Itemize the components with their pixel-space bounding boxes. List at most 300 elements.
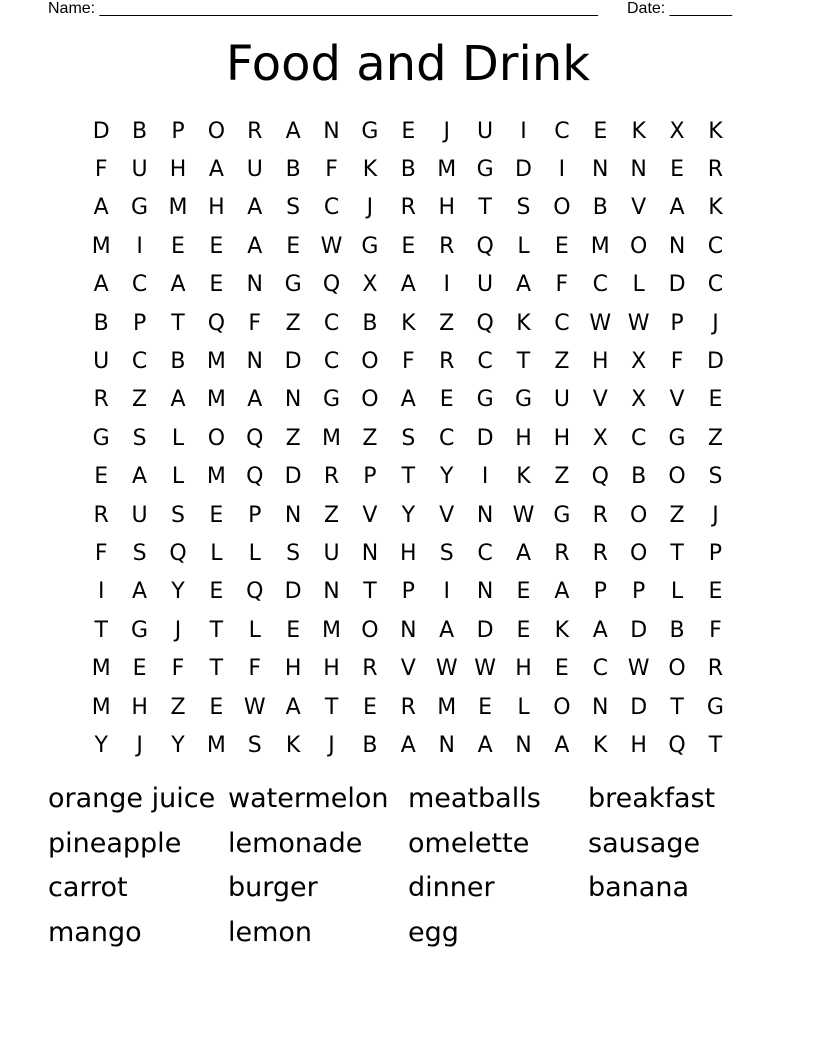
grid-letter[interactable]: E: [171, 233, 185, 259]
grid-letter[interactable]: T: [708, 732, 723, 758]
grid-letter[interactable]: C: [131, 349, 148, 375]
grid-letter[interactable]: E: [286, 617, 301, 643]
grid-letter[interactable]: E: [708, 579, 723, 605]
grid-letter[interactable]: M: [91, 694, 111, 720]
grid-letter[interactable]: T: [94, 617, 108, 643]
grid-letter[interactable]: K: [285, 732, 301, 758]
grid-letter[interactable]: Z: [170, 694, 186, 720]
grid-letter[interactable]: U: [131, 502, 148, 528]
grid-letter[interactable]: G: [668, 425, 686, 451]
grid-letter[interactable]: I: [481, 464, 489, 490]
grid-letter[interactable]: P: [363, 464, 377, 490]
grid-letter[interactable]: G: [131, 195, 149, 221]
grid-letter[interactable]: J: [366, 195, 374, 221]
grid-letter[interactable]: Z: [707, 425, 723, 451]
grid-letter[interactable]: Z: [554, 464, 570, 490]
grid-letter[interactable]: M: [206, 732, 226, 758]
grid-letter[interactable]: G: [514, 387, 533, 413]
grid-letter[interactable]: W: [320, 233, 343, 259]
grid-letter[interactable]: F: [670, 349, 684, 375]
grid-letter[interactable]: R: [247, 118, 263, 144]
grid-letter[interactable]: W: [243, 694, 266, 720]
grid-letter[interactable]: B: [285, 157, 301, 183]
grid-letter[interactable]: E: [439, 387, 454, 413]
grid-letter[interactable]: Q: [246, 425, 264, 451]
grid-letter[interactable]: W: [435, 656, 458, 682]
grid-letter[interactable]: M: [590, 233, 610, 259]
grid-letter[interactable]: H: [284, 656, 302, 682]
grid-letter[interactable]: V: [631, 195, 647, 221]
grid-letter[interactable]: R: [93, 387, 109, 413]
grid-letter[interactable]: A: [669, 195, 685, 221]
grid-letter[interactable]: O: [630, 502, 648, 528]
grid-letter[interactable]: A: [439, 617, 455, 643]
grid-letter[interactable]: A: [554, 579, 570, 605]
grid-letter[interactable]: R: [400, 694, 416, 720]
grid-letter[interactable]: B: [631, 464, 647, 490]
grid-letter[interactable]: Q: [322, 272, 341, 298]
grid-letter[interactable]: X: [362, 272, 378, 298]
grid-letter[interactable]: F: [94, 540, 108, 566]
grid-letter[interactable]: E: [401, 233, 416, 259]
grid-letter[interactable]: E: [94, 464, 109, 490]
word-list-item: banana: [588, 872, 689, 903]
grid-letter[interactable]: L: [670, 579, 684, 605]
grid-letter[interactable]: E: [593, 118, 608, 144]
grid-letter[interactable]: M: [437, 157, 457, 183]
grid-letter[interactable]: B: [669, 617, 685, 643]
grid-letter[interactable]: D: [668, 272, 686, 298]
grid-letter[interactable]: K: [708, 118, 723, 144]
word-list-item: watermelon: [228, 783, 389, 814]
word-list-item: dinner: [408, 872, 495, 903]
grid-letter[interactable]: Z: [285, 310, 301, 336]
grid-letter[interactable]: C: [592, 272, 608, 298]
grid-letter[interactable]: T: [209, 656, 224, 682]
grid-letter[interactable]: O: [207, 118, 226, 144]
grid-letter[interactable]: B: [170, 349, 186, 375]
grid-letter[interactable]: N: [284, 502, 302, 528]
grid-letter[interactable]: O: [553, 195, 571, 221]
grid-letter[interactable]: C: [707, 272, 724, 298]
grid-letter[interactable]: C: [323, 349, 340, 375]
grid-letter[interactable]: T: [209, 617, 224, 643]
grid-letter[interactable]: B: [93, 310, 109, 336]
grid-letter[interactable]: R: [707, 157, 724, 183]
grid-letter[interactable]: Z: [285, 425, 301, 451]
grid-letter[interactable]: P: [632, 579, 646, 605]
grid-letter[interactable]: H: [515, 425, 532, 451]
grid-letter[interactable]: N: [323, 118, 340, 144]
grid-letter[interactable]: A: [477, 732, 493, 758]
grid-letter[interactable]: U: [477, 272, 494, 298]
grid-letter[interactable]: S: [401, 425, 416, 451]
grid-letter[interactable]: I: [136, 233, 143, 259]
grid-letter[interactable]: E: [516, 617, 531, 643]
grid-letter[interactable]: L: [517, 233, 530, 259]
grid-letter[interactable]: E: [209, 233, 224, 259]
grid-letter[interactable]: E: [554, 233, 569, 259]
grid-letter[interactable]: C: [630, 425, 647, 451]
grid-letter[interactable]: G: [361, 118, 379, 144]
grid-letter[interactable]: A: [400, 387, 416, 413]
grid-letter[interactable]: A: [170, 272, 186, 298]
grid-letter[interactable]: R: [592, 540, 608, 566]
grid-letter[interactable]: O: [668, 464, 686, 490]
grid-letter[interactable]: G: [92, 425, 110, 451]
grid-letter[interactable]: G: [476, 157, 494, 183]
grid-letter[interactable]: T: [670, 540, 684, 566]
grid-letter[interactable]: S: [708, 464, 723, 490]
grid-letter[interactable]: F: [94, 157, 108, 183]
grid-letter[interactable]: G: [131, 617, 149, 643]
grid-letter[interactable]: O: [361, 349, 379, 375]
grid-letter[interactable]: L: [210, 540, 223, 566]
grid-letter[interactable]: F: [248, 656, 262, 682]
grid-letter[interactable]: Q: [668, 732, 686, 758]
grid-letter[interactable]: A: [93, 272, 109, 298]
grid-letter[interactable]: D: [284, 464, 302, 490]
grid-letter[interactable]: M: [91, 233, 111, 259]
grid-letter[interactable]: H: [131, 694, 148, 720]
grid-letter[interactable]: K: [516, 464, 531, 490]
grid-letter[interactable]: S: [516, 195, 531, 221]
grid-letter[interactable]: V: [592, 387, 608, 413]
grid-letter[interactable]: R: [362, 656, 378, 682]
grid-letter[interactable]: M: [206, 387, 226, 413]
grid-letter[interactable]: C: [554, 118, 570, 144]
grid-letter[interactable]: A: [93, 195, 109, 221]
grid-letter[interactable]: T: [324, 694, 339, 720]
grid-letter[interactable]: I: [443, 272, 450, 298]
grid-letter[interactable]: I: [520, 118, 527, 144]
grid-letter[interactable]: O: [630, 540, 648, 566]
grid-letter[interactable]: C: [323, 310, 340, 336]
grid-letter[interactable]: A: [247, 387, 263, 413]
grid-letter[interactable]: H: [208, 195, 225, 221]
grid-letter[interactable]: V: [362, 502, 378, 528]
grid-letter[interactable]: A: [592, 617, 608, 643]
grid-letter[interactable]: D: [284, 349, 302, 375]
grid-letter[interactable]: K: [362, 157, 378, 183]
grid-letter[interactable]: P: [708, 540, 723, 566]
grid-letter[interactable]: A: [132, 579, 148, 605]
grid-letter[interactable]: S: [439, 540, 454, 566]
grid-letter[interactable]: K: [554, 617, 570, 643]
grid-letter[interactable]: H: [438, 195, 455, 221]
grid-letter[interactable]: V: [439, 502, 455, 528]
grid-letter[interactable]: L: [248, 617, 261, 643]
grid-letter[interactable]: N: [361, 540, 379, 566]
grid-letter[interactable]: M: [91, 656, 111, 682]
grid-letter[interactable]: L: [517, 694, 530, 720]
grid-letter[interactable]: N: [476, 579, 494, 605]
grid-letter[interactable]: Z: [362, 425, 378, 451]
grid-letter[interactable]: L: [248, 540, 261, 566]
grid-letter[interactable]: Z: [554, 349, 570, 375]
grid-letter[interactable]: S: [247, 732, 262, 758]
grid-letter[interactable]: B: [362, 310, 378, 336]
grid-letter[interactable]: B: [400, 157, 416, 183]
grid-letter[interactable]: D: [284, 579, 302, 605]
grid-letter[interactable]: G: [553, 502, 571, 528]
grid-letter[interactable]: C: [477, 540, 493, 566]
grid-letter[interactable]: M: [206, 349, 226, 375]
grid-letter[interactable]: F: [248, 310, 262, 336]
grid-letter[interactable]: K: [516, 310, 531, 336]
grid-letter[interactable]: Q: [246, 464, 264, 490]
grid-letter[interactable]: D: [476, 425, 494, 451]
grid-letter[interactable]: G: [476, 387, 494, 413]
grid-letter[interactable]: H: [400, 540, 417, 566]
grid-letter[interactable]: T: [401, 464, 416, 490]
word-list: [48, 777, 768, 955]
grid-letter[interactable]: S: [170, 502, 185, 528]
grid-letter[interactable]: Z: [669, 502, 685, 528]
grid-letter[interactable]: E: [209, 579, 224, 605]
grid-letter[interactable]: I: [558, 157, 566, 183]
grid-letter[interactable]: H: [169, 157, 187, 183]
grid-letter[interactable]: H: [553, 425, 571, 451]
name-blank[interactable]: ________________________________________________________: [99, 0, 598, 17]
grid-letter[interactable]: Y: [439, 464, 454, 490]
grid-letter[interactable]: Q: [207, 310, 226, 336]
grid-letter[interactable]: G: [361, 233, 379, 259]
grid-letter[interactable]: L: [632, 272, 645, 298]
grid-letter[interactable]: T: [171, 310, 185, 336]
grid-letter[interactable]: U: [553, 387, 570, 413]
grid-letter[interactable]: Q: [476, 233, 494, 259]
grid-letter[interactable]: D: [515, 157, 532, 183]
grid-letter[interactable]: R: [592, 502, 608, 528]
grid-letter[interactable]: M: [437, 694, 457, 720]
grid-letter[interactable]: Z: [439, 310, 455, 336]
grid-letter[interactable]: A: [170, 387, 186, 413]
grid-letter[interactable]: H: [630, 732, 647, 758]
grid-letter[interactable]: J: [174, 617, 182, 643]
grid-letter[interactable]: T: [670, 694, 684, 720]
grid-letter[interactable]: Q: [169, 540, 187, 566]
date-field: [627, 0, 732, 18]
grid-letter[interactable]: A: [132, 464, 148, 490]
grid-letter[interactable]: A: [247, 195, 263, 221]
grid-letter[interactable]: A: [285, 118, 301, 144]
grid-letter[interactable]: U: [477, 118, 494, 144]
grid-letter[interactable]: T: [478, 195, 492, 221]
grid-letter[interactable]: F: [555, 272, 569, 298]
word-list-item: egg: [408, 916, 459, 948]
grid-letter[interactable]: Z: [324, 502, 340, 528]
grid-letter[interactable]: N: [284, 387, 302, 413]
grid-letter[interactable]: B: [362, 732, 378, 758]
grid-letter[interactable]: E: [209, 694, 224, 720]
grid-letter[interactable]: E: [478, 694, 493, 720]
grid-letter[interactable]: S: [286, 195, 301, 221]
grid-letter[interactable]: E: [670, 157, 684, 183]
grid-letter[interactable]: F: [171, 656, 185, 682]
grid-letter[interactable]: P: [171, 118, 185, 144]
grid-letter[interactable]: L: [171, 464, 185, 490]
grid-letter[interactable]: Q: [246, 579, 264, 605]
grid-letter[interactable]: N: [438, 732, 455, 758]
grid-letter[interactable]: D: [630, 617, 648, 643]
grid-letter[interactable]: W: [512, 502, 535, 528]
grid-letter[interactable]: H: [592, 349, 609, 375]
grid-letter[interactable]: F: [401, 349, 415, 375]
grid-letter[interactable]: C: [439, 425, 455, 451]
grid-letter[interactable]: W: [627, 656, 650, 682]
grid-letter[interactable]: J: [443, 118, 450, 144]
word-list-item: orange juice: [48, 783, 216, 814]
grid-letter[interactable]: O: [630, 233, 648, 259]
grid-letter[interactable]: N: [323, 579, 340, 605]
grid-letter[interactable]: K: [593, 732, 608, 758]
grid-letter[interactable]: D: [92, 118, 110, 144]
grid-letter[interactable]: D: [706, 349, 724, 375]
grid-letter[interactable]: A: [515, 272, 532, 298]
grid-letter[interactable]: N: [246, 349, 263, 375]
grid-letter[interactable]: A: [515, 540, 532, 566]
grid-letter[interactable]: U: [93, 349, 110, 375]
grid-letter[interactable]: N: [476, 502, 494, 528]
grid-letter[interactable]: E: [554, 656, 569, 682]
grid-letter[interactable]: W: [627, 310, 650, 336]
grid-letter[interactable]: E: [708, 387, 723, 413]
grid-letter[interactable]: Q: [591, 464, 609, 490]
grid-letter[interactable]: Y: [94, 732, 108, 758]
grid-letter[interactable]: E: [286, 233, 301, 259]
grid-letter[interactable]: N: [592, 157, 609, 183]
grid-letter[interactable]: U: [131, 157, 148, 183]
grid-letter[interactable]: A: [554, 732, 570, 758]
grid-letter[interactable]: J: [712, 502, 719, 528]
grid-letter[interactable]: O: [553, 694, 571, 720]
grid-letter[interactable]: J: [712, 310, 719, 336]
grid-letter[interactable]: C: [477, 349, 493, 375]
grid-letter[interactable]: X: [592, 425, 608, 451]
grid-letter[interactable]: S: [286, 540, 301, 566]
grid-letter[interactable]: X: [669, 118, 685, 144]
grid-letter[interactable]: C: [707, 233, 724, 259]
grid-letter[interactable]: M: [322, 617, 342, 643]
grid-letter[interactable]: C: [323, 195, 340, 221]
grid-letter[interactable]: R: [707, 656, 724, 682]
grid-letter[interactable]: K: [401, 310, 416, 336]
grid-letter[interactable]: G: [323, 387, 341, 413]
grid-letter[interactable]: A: [400, 732, 416, 758]
grid-letter[interactable]: A: [285, 694, 301, 720]
grid-letter[interactable]: L: [171, 425, 185, 451]
grid-letter[interactable]: O: [668, 656, 686, 682]
grid-letter[interactable]: Y: [401, 502, 416, 528]
grid-letter[interactable]: J: [136, 732, 143, 758]
grid-letter[interactable]: Y: [171, 732, 185, 758]
grid-letter[interactable]: O: [361, 617, 379, 643]
grid-letter[interactable]: O: [207, 425, 226, 451]
grid-letter[interactable]: U: [246, 157, 263, 183]
grid-letter[interactable]: E: [362, 694, 377, 720]
grid-letter[interactable]: N: [400, 617, 417, 643]
grid-letter[interactable]: M: [322, 425, 342, 451]
grid-letter[interactable]: Z: [132, 387, 148, 413]
grid-letter[interactable]: G: [284, 272, 302, 298]
grid-letter[interactable]: K: [631, 118, 646, 144]
grid-letter[interactable]: N: [630, 157, 647, 183]
grid-letter[interactable]: H: [515, 656, 532, 682]
grid-letter[interactable]: D: [476, 617, 494, 643]
grid-letter[interactable]: E: [401, 118, 416, 144]
grid-letter[interactable]: W: [474, 656, 496, 682]
grid-letter[interactable]: A: [247, 233, 263, 259]
date-label: Date:: [627, 0, 666, 17]
grid-letter[interactable]: T: [363, 579, 377, 605]
grid-letter[interactable]: R: [400, 195, 416, 221]
grid-letter[interactable]: I: [97, 579, 105, 605]
grid-letter[interactable]: N: [515, 732, 532, 758]
grid-letter[interactable]: B: [132, 118, 148, 144]
grid-letter[interactable]: E: [516, 579, 531, 605]
grid-letter[interactable]: E: [209, 272, 224, 298]
grid-letter[interactable]: M: [168, 195, 188, 221]
grid-letter[interactable]: F: [325, 157, 338, 183]
grid-letter[interactable]: R: [439, 349, 455, 375]
grid-letter[interactable]: K: [708, 195, 723, 221]
grid-letter[interactable]: A: [400, 272, 416, 298]
grid-letter[interactable]: G: [706, 694, 724, 720]
grid-letter[interactable]: X: [631, 387, 647, 413]
date-blank[interactable]: _______: [669, 0, 732, 17]
grid-letter[interactable]: V: [400, 656, 416, 682]
grid-letter[interactable]: P: [132, 310, 147, 336]
grid-letter[interactable]: M: [206, 464, 226, 490]
word-list-item: burger: [228, 872, 318, 903]
grid-letter[interactable]: E: [209, 502, 224, 528]
grid-letter[interactable]: S: [132, 425, 147, 451]
grid-letter[interactable]: R: [439, 233, 455, 259]
grid-letter[interactable]: I: [443, 579, 450, 605]
grid-letter[interactable]: N: [668, 233, 686, 259]
grid-letter[interactable]: R: [93, 502, 109, 528]
grid-letter[interactable]: A: [208, 157, 224, 183]
grid-letter[interactable]: N: [592, 694, 609, 720]
grid-letter[interactable]: O: [361, 387, 379, 413]
grid-letter[interactable]: C: [131, 272, 148, 298]
grid-letter[interactable]: X: [631, 349, 647, 375]
grid-letter[interactable]: N: [246, 272, 263, 298]
grid-letter[interactable]: B: [592, 195, 608, 221]
grid-letter[interactable]: S: [132, 540, 147, 566]
grid-letter[interactable]: J: [328, 732, 335, 758]
grid-letter[interactable]: V: [669, 387, 685, 413]
grid-letter[interactable]: E: [132, 656, 147, 682]
grid-letter[interactable]: Q: [476, 310, 494, 336]
grid-letter[interactable]: W: [589, 310, 612, 336]
grid-letter[interactable]: H: [323, 656, 340, 682]
grid-letter[interactable]: F: [709, 617, 722, 643]
grid-letter[interactable]: C: [554, 310, 570, 336]
grid-letter[interactable]: P: [670, 310, 684, 336]
grid-letter[interactable]: Y: [171, 579, 185, 605]
grid-letter[interactable]: R: [323, 464, 340, 490]
grid-letter[interactable]: P: [401, 579, 415, 605]
grid-letter[interactable]: D: [630, 694, 648, 720]
grid-letter[interactable]: P: [593, 579, 607, 605]
grid-letter[interactable]: P: [248, 502, 262, 528]
grid-letter[interactable]: T: [516, 349, 531, 375]
grid-letter[interactable]: U: [323, 540, 340, 566]
grid-letter[interactable]: C: [592, 656, 608, 682]
grid-letter[interactable]: R: [554, 540, 570, 566]
